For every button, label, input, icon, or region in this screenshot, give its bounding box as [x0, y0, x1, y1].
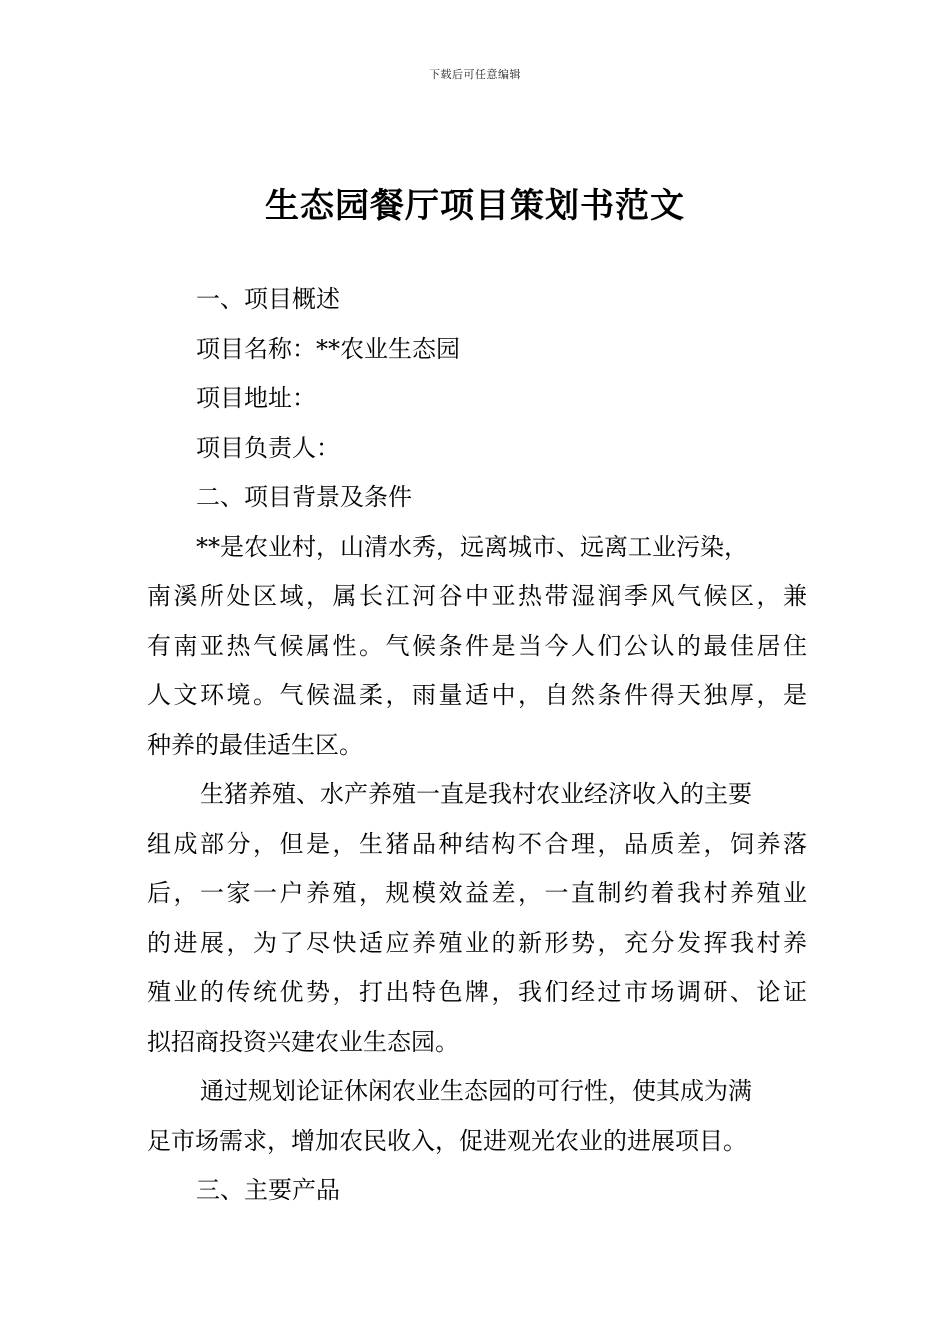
- project-address-line: 项目地址：: [196, 384, 316, 412]
- paragraph-line: 人文环境。气候温柔，雨量适中，自然条件得天独厚，是: [147, 681, 807, 709]
- document-title: 生态园餐厅项目策划书范文: [265, 186, 685, 226]
- paragraph-line: 后，一家一户养殖，规模效益差，一直制约着我村养殖业: [147, 879, 807, 907]
- paragraph-line: 有南亚热气候属性。气候条件是当今人们公认的最佳居住: [147, 631, 807, 660]
- section-heading-background: 二、项目背景及条件: [196, 483, 412, 511]
- page-header-note: 下载后可任意编辑: [429, 68, 521, 81]
- paragraph-line: 足市场需求，增加农民收入，促进观光农业的进展项目。: [147, 1126, 747, 1155]
- paragraph-line: 组成部分，但是，生猪品种结构不合理，品质差，饲养落: [147, 829, 807, 858]
- section-heading-overview: 一、项目概述: [196, 285, 340, 313]
- paragraph-background-2: [147, 770, 807, 1067]
- section-heading-products: 三、主要产品: [196, 1176, 340, 1204]
- paragraph-line: **是农业村，山清水秀，远离城市、远离工业污染，: [196, 532, 748, 561]
- document-body: [147, 275, 807, 1216]
- paragraph-background-1: [147, 523, 807, 771]
- project-owner-line: 项目负责人：: [196, 433, 340, 462]
- paragraph-background-3: [147, 1067, 807, 1166]
- paragraph-line: 生猪养殖、水产养殖一直是我村农业经济收入的主要: [200, 780, 752, 808]
- paragraph-line: 拟招商投资兴建农业生态园。: [147, 1027, 459, 1056]
- paragraph-line: 南溪所处区域，属长江河谷中亚热带湿润季风气候区，兼: [147, 582, 807, 610]
- paragraph-line: 的进展，为了尽快适应养殖业的新形势，充分发挥我村养: [147, 928, 807, 957]
- paragraph-line: 种养的最佳适生区。: [147, 730, 363, 759]
- paragraph-line: 通过规划论证休闲农业生态园的可行性，使其成为满: [200, 1077, 752, 1105]
- paragraph-line: 殖业的传统优势，打出特色牌，我们经过市场调研、论证: [147, 978, 807, 1006]
- project-name-line: 项目名称：**农业生态园: [196, 334, 460, 363]
